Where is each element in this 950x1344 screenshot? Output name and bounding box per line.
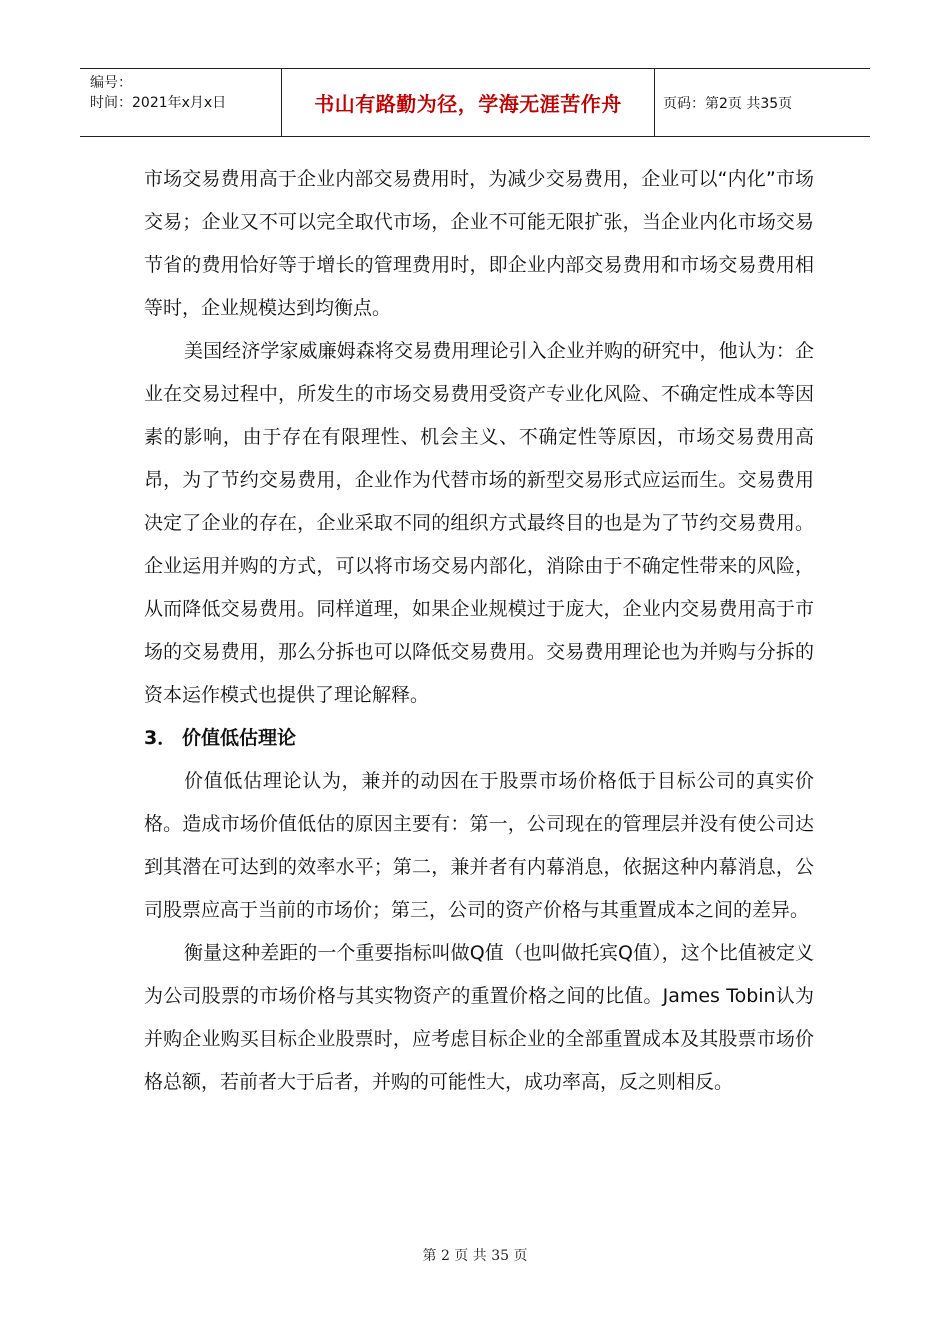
document-time-label: 时间：2021年x月x日	[90, 95, 227, 111]
paragraph-2: 美国经济学家威廉姆森将交易费用理论引入企业并购的研究中，他认为：企业在交易过程中，所发生的市场交易费用受资产专业化风险、不确定性成本等因素的影响，由于存在有限理性、机会主义、不确定性等原因，市场交易费用高昂，为了节约交易费用，企业作为代替市场的新型交易形式应运而生。交易费用决定了企业的存在，企业采取不同的组织方式最终目的也是为了节约交易费用。企业运用并购的方式，可以将市场交易内部化，消除由于不确定性带来的风险，从而降低交易费用。同样道理，如果企业规模过于庞大，企业内交易费用高于市场的交易费用，那么分拆也可以降低交易费用。交易费用理论也为并购与分拆的资本运作模式也提供了理论解释。	[144, 340, 814, 706]
section-heading	[144, 717, 814, 760]
header-meta	[80, 69, 282, 136]
header-page-info: 页码：第2页 共35页	[663, 95, 793, 112]
paragraph-4: 衡量这种差距的一个重要指标叫做Q值（也叫做托宾Q值），这个比值被定义为公司股票的市场价格与其实物资产的重置价格之间的比值。James Tobin认为并购企业购买目标企业股票时，应考虑目标企业的全部重置成本及其股票市场价格总额，若前者大于后者，并购的可能性大，成功率高，反之则相反。	[144, 942, 814, 1093]
paragraph-3: 价值低估理论认为，兼并的动因在于股票市场价格低于目标公司的真实价格。造成市场价值低估的原因主要有：第一，公司现在的管理层并没有使公司达到其潜在可达到的效率水平；第二，兼并者有内幕消息，依据这种内幕消息，公司股票应高于当前的市场价；第三，公司的资产价格与其重置成本之间的差异。	[144, 770, 814, 921]
document-number-label: 编号：	[90, 75, 132, 91]
page-header	[80, 68, 870, 137]
paragraph-1: 市场交易费用高于企业内部交易费用时，为减少交易费用，企业可以“内化”市场交易；企业又不可以完全取代市场，企业不可能无限扩张，当企业内化市场交易节省的费用恰好等于增长的管理费用时，即企业内部交易费用和市场交易费用相等时，企业规模达到均衡点。	[144, 168, 814, 319]
document-body	[144, 158, 814, 1104]
section-number: 3．	[144, 727, 177, 749]
page-footer: 第 2 页 共 35 页	[422, 1248, 528, 1264]
section-title: 价值低估理论	[182, 727, 297, 749]
header-motto: 书山有路勤为径，学海无涯苦作舟	[282, 69, 655, 136]
